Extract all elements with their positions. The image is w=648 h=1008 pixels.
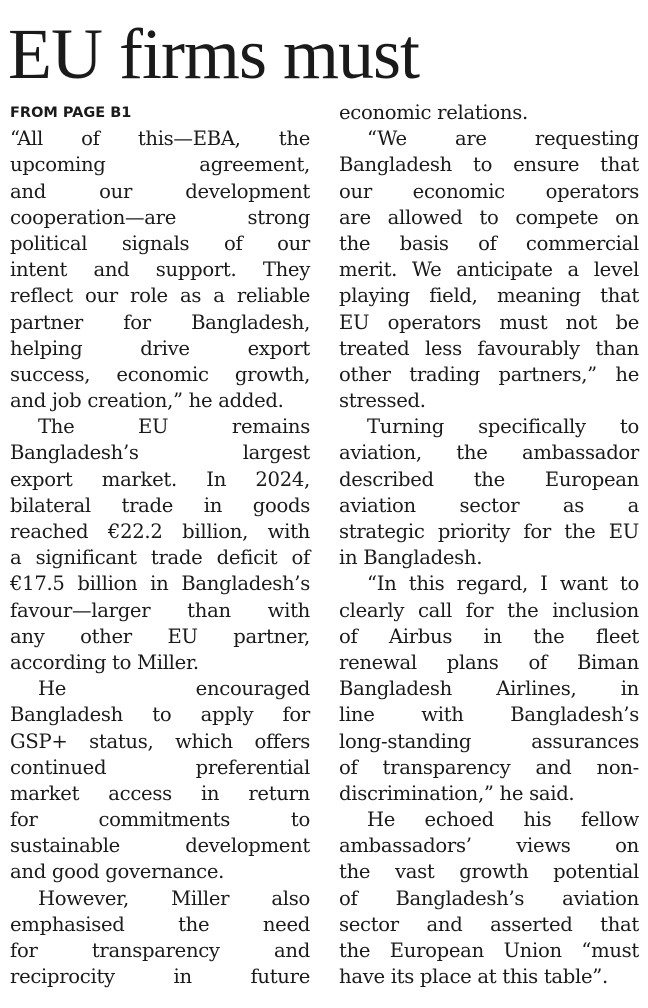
text-line: and our development — [10, 179, 310, 203]
text-line: “In this regard, I want to — [367, 572, 639, 596]
text-line: cooperation—are strong — [10, 205, 310, 229]
text-line: Bangladesh to ensure that — [339, 153, 639, 177]
text-line: merit. We anticipate a level — [339, 258, 639, 282]
text-line: a significant trade deficit of — [10, 546, 310, 570]
text-line: sector and asserted that — [339, 912, 639, 936]
text-line: line with Bangladesh’s — [339, 703, 639, 727]
text-line: for transparency and — [10, 939, 310, 962]
text-line: playing field, meaning that — [339, 284, 639, 308]
text-line: reflect our role as a reliable — [10, 284, 310, 308]
text-line: have its place at this table”. — [339, 965, 608, 989]
text-line: market access in return — [10, 781, 310, 805]
text-line: sustainable development — [10, 834, 310, 858]
text-line: He encouraged — [38, 677, 310, 701]
jump-label: FROM PAGE B1 — [10, 105, 132, 121]
text-line: the European Union “must — [339, 939, 639, 962]
text-line: of Bangladesh’s aviation — [339, 886, 639, 910]
text-line: any other EU partner, — [10, 624, 310, 648]
text-line: upcoming agreement, — [10, 153, 310, 177]
text-line: continued preferential — [10, 755, 310, 779]
text-line: long-standing assurances — [339, 729, 639, 753]
text-line: described the European — [339, 467, 639, 491]
text-line: Bangladesh’s largest — [10, 441, 310, 465]
text-line: for commitments to — [10, 808, 310, 832]
text-line: are allowed to compete on — [339, 205, 639, 229]
text-line: bilateral trade in goods — [10, 493, 310, 517]
text-line: “All of this—EBA, the — [10, 127, 310, 151]
text-line: economic relations. — [339, 101, 528, 124]
text-line: EU operators must not be — [339, 310, 639, 334]
text-line: Bangladesh to apply for — [10, 703, 310, 727]
text-line: Turning specifically to — [367, 415, 639, 439]
text-line: and good governance. — [10, 860, 225, 884]
text-line: of Airbus in the fleet — [339, 624, 639, 648]
column-right-text — [339, 100, 639, 990]
text-line: ambassadors’ views on — [339, 834, 639, 858]
text-line: strategic priority for the EU — [339, 520, 639, 543]
text-line: reciprocity in future — [10, 965, 310, 989]
text-line: treated less favourably than — [339, 336, 639, 360]
column-left-text — [10, 126, 310, 990]
article-column-left — [10, 100, 310, 990]
text-line: political signals of our — [10, 231, 310, 255]
text-line: discrimination,” he said. — [339, 781, 575, 805]
text-line: other trading partners,” he — [339, 362, 639, 386]
text-line: of transparency and non- — [339, 755, 639, 779]
text-line: reached €22.2 billion, with — [10, 520, 310, 543]
text-line: emphasised the need — [10, 912, 310, 936]
text-line: favour—larger than with — [10, 598, 310, 622]
text-line: partner for Bangladesh, — [10, 310, 310, 334]
text-line: our economic operators — [339, 179, 639, 203]
text-line: clearly call for the inclusion — [339, 598, 639, 622]
text-line: renewal plans of Biman — [339, 650, 639, 674]
text-line: The EU remains — [38, 415, 310, 439]
text-line: aviation sector as a — [339, 493, 639, 517]
text-line: export market. In 2024, — [10, 467, 310, 491]
text-line: However, Miller also — [38, 886, 310, 910]
text-line: “We are requesting — [367, 127, 639, 151]
text-line: intent and support. They — [10, 258, 310, 282]
headline: EU firms must — [8, 14, 419, 94]
text-line: success, economic growth, — [10, 362, 310, 386]
text-line: aviation, the ambassador — [339, 441, 639, 465]
text-line: the basis of commercial — [339, 231, 639, 255]
text-line: helping drive export — [10, 336, 310, 360]
text-line: in Bangladesh. — [339, 546, 483, 570]
text-line: the vast growth potential — [339, 860, 639, 884]
text-line: GSP+ status, which offers — [10, 729, 310, 753]
text-line: and job creation,” he added. — [10, 389, 284, 413]
text-line: He echoed his fellow — [367, 808, 639, 832]
text-line: according to Miller. — [10, 650, 199, 674]
article-column-right — [339, 100, 639, 990]
text-line: €17.5 billion in Bangladesh’s — [10, 572, 310, 596]
text-line: Bangladesh Airlines, in — [339, 677, 639, 701]
text-line: stressed. — [339, 389, 426, 413]
